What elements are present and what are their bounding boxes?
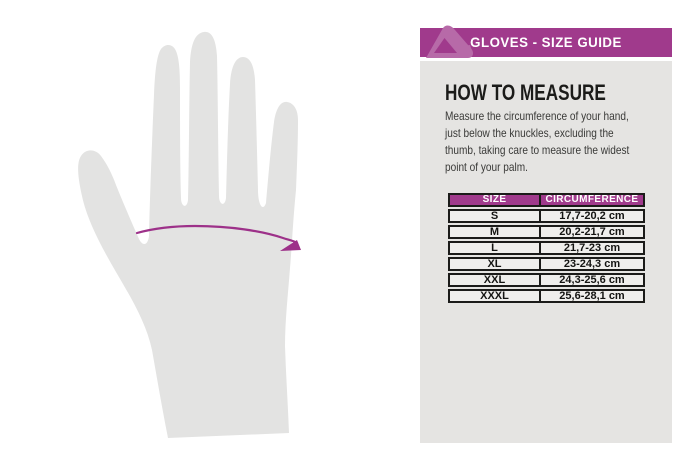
circumference-cell: 23-24,3 cm: [563, 258, 621, 270]
table-row: [448, 225, 645, 239]
size-table: [448, 193, 645, 303]
size-column-header: SIZE: [450, 195, 541, 205]
size-guide-panel: [420, 61, 672, 443]
size-cell: XXXL: [450, 291, 541, 301]
table-row: [448, 273, 645, 287]
circumference-cell: 20,2-21,7 cm: [559, 226, 625, 238]
measure-instructions-line: just below the knuckles, excluding the: [445, 126, 614, 140]
measure-instructions: [445, 108, 660, 176]
size-guide-header: [420, 28, 672, 57]
circumference-cell: 24,3-25,6 cm: [559, 274, 625, 286]
circumference-cell: 21,7-23 cm: [563, 242, 621, 254]
size-cell: XXL: [450, 275, 541, 285]
measure-instructions-line: Measure the circumference of your hand,: [445, 109, 629, 123]
table-row: [448, 209, 645, 223]
size-cell: M: [450, 227, 541, 237]
size-cell: S: [450, 211, 541, 221]
size-cell: XL: [450, 259, 541, 269]
size-table-header-row: [448, 193, 645, 207]
table-row: [448, 257, 645, 271]
measure-instructions-line: point of your palm.: [445, 160, 528, 174]
size-cell: L: [450, 243, 541, 253]
header-title: GLOVES - SIZE GUIDE: [470, 34, 622, 50]
how-to-measure-heading: HOW TO MEASURE: [445, 80, 606, 105]
circumference-column-header: CIRCUMFERENCE: [545, 194, 639, 205]
hand-silhouette-icon: [78, 32, 298, 438]
table-row: [448, 241, 645, 255]
circumference-cell: 25,6-28,1 cm: [559, 290, 625, 302]
circumference-cell: 17,7-20,2 cm: [559, 210, 625, 222]
table-row: [448, 289, 645, 303]
measure-instructions-line: thumb, taking care to measure the widest: [445, 143, 630, 157]
